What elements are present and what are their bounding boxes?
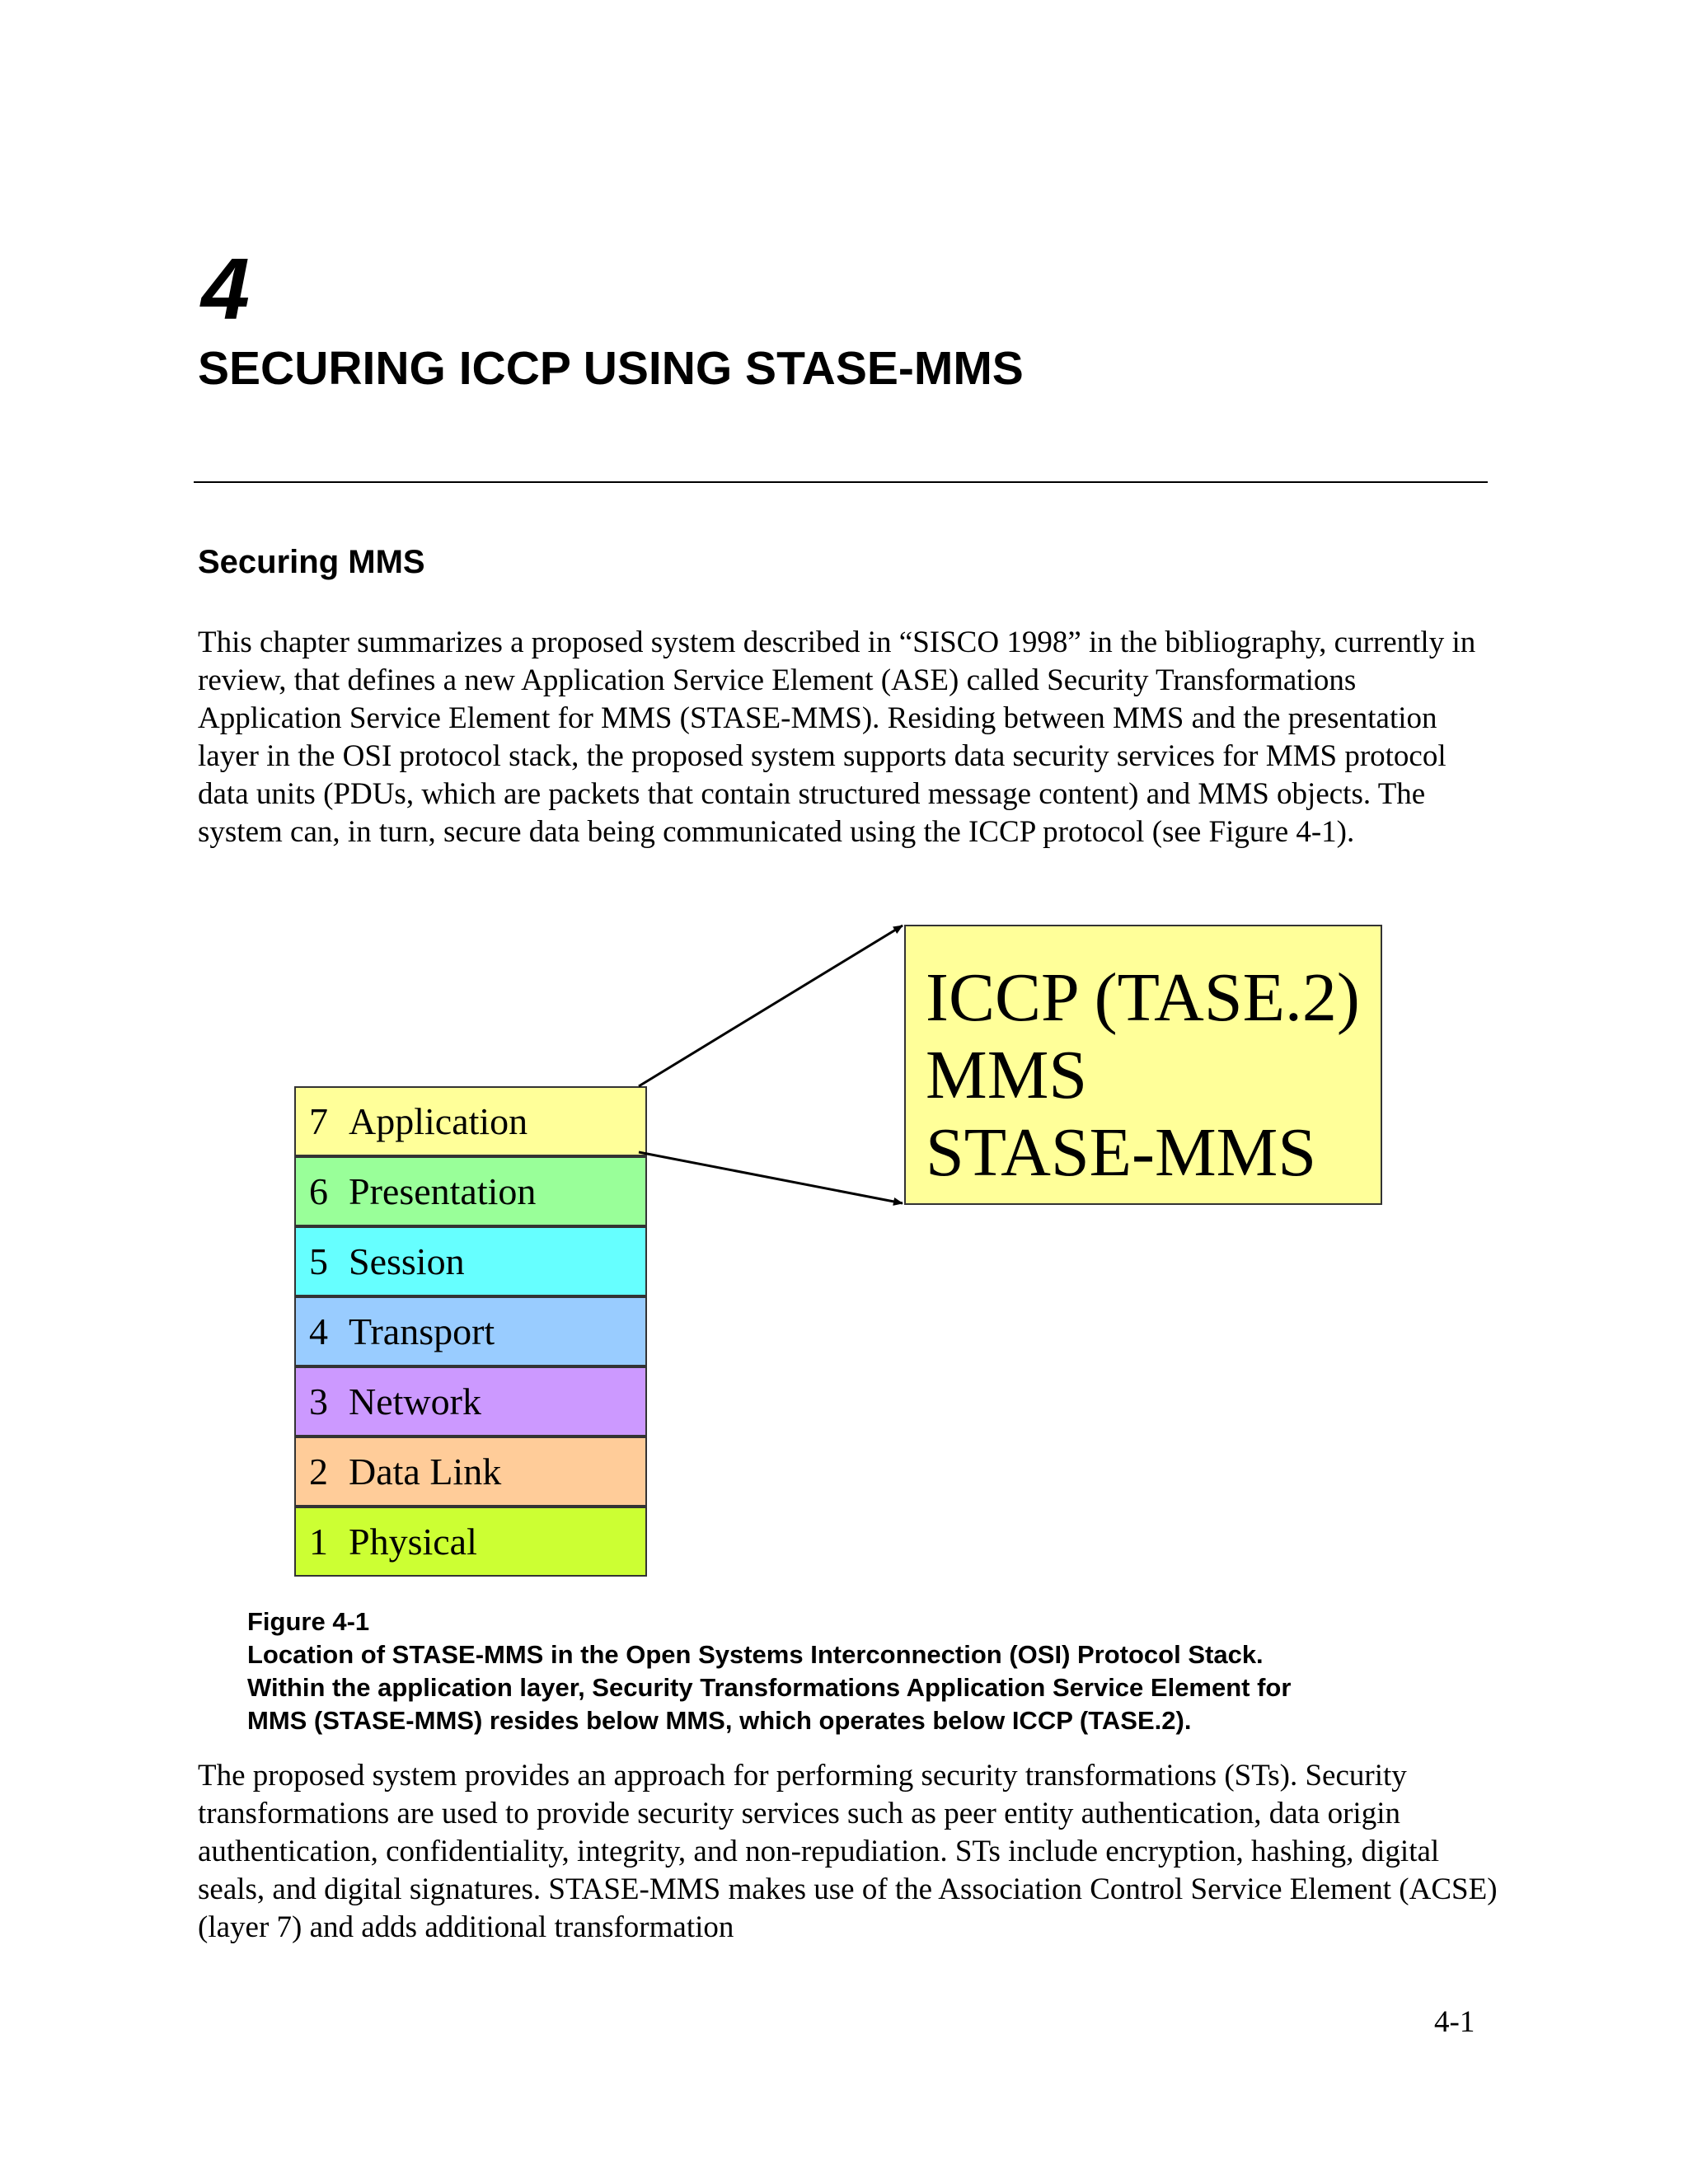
layer-name: Data Link	[349, 1451, 502, 1493]
caption-line: MMS (STASE-MMS) resides below MMS, which operates below ICCP (TASE.2).	[247, 1706, 1192, 1735]
figure-caption	[247, 1605, 1291, 1737]
layer-name: Transport	[349, 1310, 495, 1352]
intro-paragraph: This chapter summarizes a proposed system described in “SISCO 1998” in the bibliography, currently in review, that defines a new Application Service Element (ASE) called Security Transformations Application Service Element for MMS (STASE-MMS). Residing between MMS and the presentation layer in the OSI protocol stack, the proposed system supports data security services for MMS protocol data units (PDUs, which are packets that contain structured message content) and MMS objects. The system can, in turn, secure data being communicated using the ICCP protocol (see Figure 4-1).	[198, 626, 1476, 849]
figure-label: Figure 4-1	[247, 1607, 370, 1636]
caption-line: Location of STASE-MMS in the Open Systems Interconnection (OSI) Protocol Stack.	[247, 1640, 1264, 1669]
layer-number: 5	[309, 1240, 328, 1282]
callout-line-mms: MMS	[926, 1037, 1088, 1113]
chapter-title: SECURING ICCP USING STASE-MMS	[198, 342, 1024, 395]
application-layer-callout	[904, 925, 1382, 1205]
layer-name: Presentation	[349, 1170, 537, 1212]
section-heading: Securing MMS	[198, 544, 425, 580]
layer-name: Physical	[349, 1521, 477, 1563]
layer-number: 1	[309, 1521, 328, 1563]
callout-line-stase: STASE-MMS	[926, 1114, 1317, 1191]
layer-number: 6	[309, 1170, 328, 1212]
callout-line-iccp: ICCP (TASE.2)	[926, 959, 1360, 1036]
body-paragraph: The proposed system provides an approach for performing security transformations (STs). Security transformations are used to provide security services such as peer entity authentication, data origin authentication, confidentiality, integrity, and non-repudiation. STs include encryption, hashing, digital seals, and digital signatures. STASE-MMS makes use of the Association Control Service Element (ACSE) (layer 7) and adds additional transformation	[198, 1759, 1498, 1944]
layer-name: Session	[349, 1240, 465, 1282]
arrow-to-callout-top	[639, 926, 903, 1086]
layer-name: Application	[349, 1100, 528, 1142]
arrow-to-callout-bottom	[639, 1152, 903, 1203]
layer-number: 3	[309, 1380, 328, 1422]
page-number: 4-1	[1434, 2005, 1475, 2039]
layer-number: 2	[309, 1451, 328, 1493]
chapter-number: 4	[201, 241, 250, 338]
layer-number: 7	[309, 1100, 328, 1142]
caption-line: Within the application layer, Security Transformations Application Service Element for	[247, 1673, 1292, 1702]
layer-number: 4	[309, 1310, 328, 1352]
layer-name: Network	[349, 1380, 481, 1422]
